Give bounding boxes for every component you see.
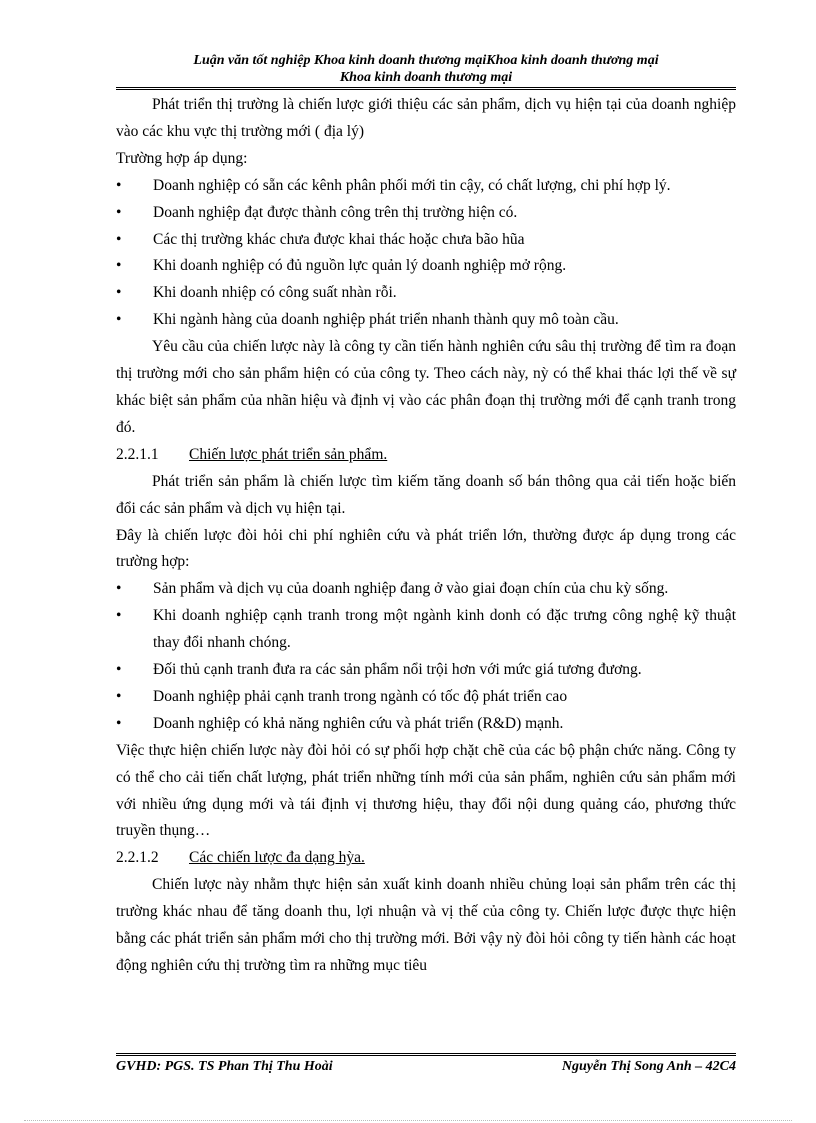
page-header bbox=[116, 52, 736, 86]
bullet-dot-icon: • bbox=[116, 203, 122, 221]
bullet-text: Khi ngành hàng của doanh nghiệp phát triển nhanh thành quy mô toàn cầu. bbox=[153, 311, 619, 329]
bullet-dot-icon: • bbox=[116, 230, 122, 248]
bullet-text: Khi doanh nghiệp cạnh tranh trong một ngành kinh donh có đặc trưng công nghệ kỹ thuật thay đổi nhanh chóng. bbox=[153, 607, 736, 652]
bullet-dot-icon: • bbox=[116, 311, 122, 329]
header-line-1: Luận văn tốt nghiệp Khoa kinh doanh thương mạiKhoa kinh doanh thương mại bbox=[193, 53, 659, 68]
section-number: 2.2.1.1 bbox=[116, 445, 159, 463]
footer-rule bbox=[116, 1053, 736, 1056]
bullet-item bbox=[116, 253, 736, 280]
bullet-item bbox=[116, 711, 736, 738]
bullet-item bbox=[116, 173, 736, 200]
page-footer bbox=[116, 1058, 736, 1076]
bullet-item bbox=[116, 200, 736, 227]
section-title: Chiến lược phát triển sản phẩm. bbox=[189, 445, 388, 463]
bullet-item bbox=[116, 576, 736, 603]
paragraph: Phát triển sản phẩm là chiến lược tìm kiếm tăng doanh số bán thông qua cải tiến hoặc biến đổi các sản phẩm và dịch vụ hiện tại. bbox=[116, 472, 736, 517]
section-heading bbox=[116, 845, 736, 872]
paragraph: Yêu cầu của chiến lược này là công ty cần tiến hành nghiên cứu sâu thị trường để tìm ra đoạn thị trường mới cho sản phẩm hiện có của công ty. Theo cách này, nỳ có thể khai thác lợi thế về sự khác biệt sản phẩm của nhãn hiệu và định vị vào các phân đoạn thị trường mới để cạnh tranh trong đó. bbox=[116, 338, 736, 436]
paragraph: Trường hợp áp dụng: bbox=[116, 149, 248, 167]
bullet-dot-icon: • bbox=[116, 176, 122, 194]
bullet-item bbox=[116, 307, 736, 334]
paragraph: Phát triển thị trường là chiến lược giới thiệu các sản phẩm, dịch vụ hiện tại của doanh nghiệp vào các khu vực thị trường mới ( địa lý) bbox=[116, 96, 736, 140]
page-edge bbox=[24, 1120, 792, 1121]
bullet-dot-icon: • bbox=[116, 284, 122, 302]
bullet-dot-icon: • bbox=[116, 687, 122, 705]
bullet-dot-icon: • bbox=[116, 257, 122, 275]
bullet-item bbox=[116, 657, 736, 684]
footer-supervisor: GVHD: PGS. TS Phan Thị Thu Hoài bbox=[116, 1059, 333, 1074]
bullet-item bbox=[116, 280, 736, 307]
header-line-2: Khoa kinh doanh thương mại bbox=[339, 70, 513, 85]
bullet-text: Doanh nghiệp đạt được thành công trên thị trường hiện có. bbox=[153, 203, 518, 221]
bullet-text: Khi doanh nghiệp có đủ nguồn lực quản lý doanh nghiệp mở rộng. bbox=[153, 257, 567, 275]
footer-author: Nguyễn Thị Song Anh – 42C4 bbox=[561, 1059, 736, 1074]
bullet-text: Đối thủ cạnh tranh đưa ra các sản phẩm nổi trội hơn với mức giá tương đương. bbox=[153, 661, 642, 679]
bullet-text: Doanh nghiệp phải cạnh tranh trong ngành có tốc độ phát triển cao bbox=[153, 687, 568, 705]
bullet-item bbox=[116, 684, 736, 711]
bullet-text: Khi doanh nhiệp có công suất nhàn rỗi. bbox=[153, 284, 397, 302]
bullet-text: Doanh nghiệp có sẵn các kênh phân phối mới tin cậy, có chất lượng, chi phí hợp lý. bbox=[153, 176, 671, 194]
bullet-text: Doanh nghiệp có khả năng nghiên cứu và phát triển (R&D) mạnh. bbox=[153, 714, 564, 732]
page-body bbox=[116, 92, 736, 980]
bullet-dot-icon: • bbox=[116, 607, 122, 625]
bullet-text: Các thị trường khác chưa được khai thác hoặc chưa bão hũa bbox=[153, 230, 525, 248]
paragraph: Chiến lược này nhằm thực hiện sản xuất kinh doanh nhiều chủng loại sản phẩm trên các thị trường khác nhau để tăng doanh thu, lợi nhuận và vị thế của công ty. Chiến lược được thực hiện bằng các phát triển sản phẩm mới cho thị trường mới. Bởi vậy nỳ đòi hỏi công ty tiến hành các hoạt động nghiên cứu thị trường tìm ra những mục tiêu bbox=[116, 876, 736, 974]
bullet-item bbox=[116, 227, 736, 254]
bullet-text: Sản phẩm và dịch vụ của doanh nghiệp đang ở vào giai đoạn chín của chu kỳ sống. bbox=[153, 580, 669, 598]
paragraph: Đây là chiến lược đòi hỏi chi phí nghiên cứu và phát triển lớn, thường được áp dụng trong các trường hợp: bbox=[116, 526, 736, 571]
paragraph: Việc thực hiện chiến lược này đòi hỏi có sự phối hợp chặt chẽ của các bộ phận chức năng. Công ty có thể cho cải tiến chất lượng, phát triển những tính mới của sản phẩm, nghiên cứu sản phẩm mới với nhiều ứng dụng mới và tái định vị thương hiệu, thay đổi nội dung quảng cáo, phương thức truyền thụng… bbox=[116, 741, 736, 840]
section-title: Các chiến lược đa dạng hỳa. bbox=[189, 849, 365, 867]
bullet-dot-icon: • bbox=[116, 580, 122, 598]
bullet-dot-icon: • bbox=[116, 661, 122, 679]
section-heading bbox=[116, 442, 736, 469]
bullet-item bbox=[116, 603, 736, 657]
header-rule bbox=[116, 87, 736, 90]
bullet-dot-icon: • bbox=[116, 714, 122, 732]
section-number: 2.2.1.2 bbox=[116, 849, 159, 867]
